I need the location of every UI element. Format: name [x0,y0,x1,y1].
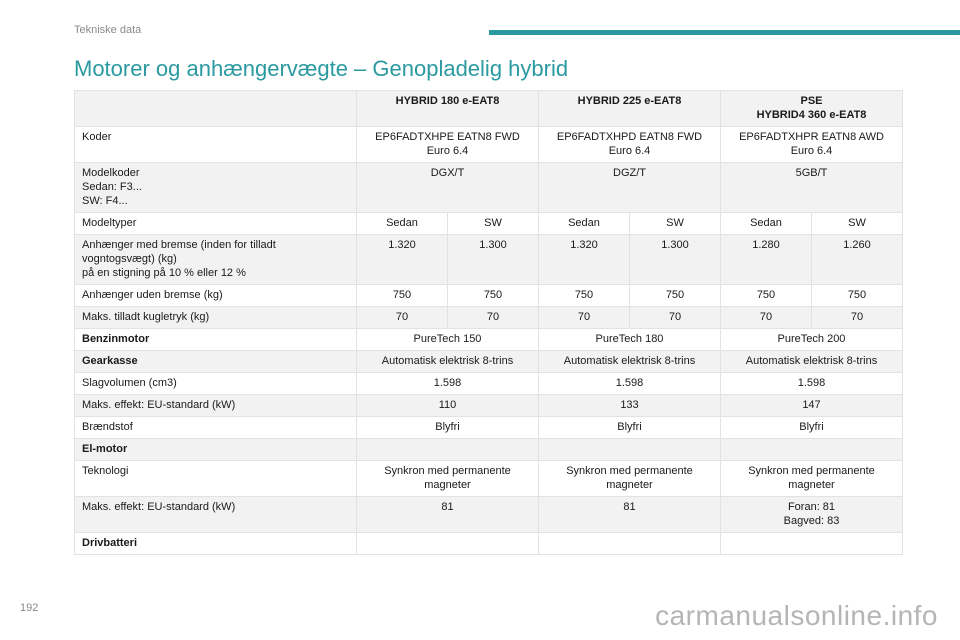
table-cell [721,533,903,555]
table-row-braendstof [75,417,903,439]
table-cell [721,439,903,461]
table-cell: 70 [812,307,903,329]
table-row-kugletryk [75,307,903,329]
header-hybrid-180: HYBRID 180 e-EAT8 [357,91,539,127]
table-cell: PureTech 180 [539,329,721,351]
table-cell: Automatisk elektrisk 8-trins [721,351,903,373]
table-cell [357,533,539,555]
specs-table [74,90,903,555]
table-cell: 1.300 [448,235,539,285]
table-row-anhaenger-uden-bremse [75,285,903,307]
table-cell [357,439,539,461]
table-row-benzinmotor [75,329,903,351]
table-cell: 110 [357,395,539,417]
table-cell: 70 [630,307,721,329]
row-label: Teknologi [75,461,357,497]
row-label: Benzinmotor [75,329,357,351]
table-row-modeltyper [75,213,903,235]
table-row-drivbatteri [75,533,903,555]
table-cell: Blyfri [721,417,903,439]
row-label: Slagvolumen (cm3) [75,373,357,395]
table-cell: EP6FADTXHPR EATN8 AWD Euro 6.4 [721,127,903,163]
watermark: carmanualsonline.info [655,600,938,631]
table-cell: 1.598 [539,373,721,395]
table-cell: Automatisk elektrisk 8-trins [539,351,721,373]
row-label: Maks. effekt: EU-standard (kW) [75,395,357,417]
table-cell: Blyfri [357,417,539,439]
section-header: Tekniske data [74,24,142,36]
table-cell: Sedan [539,213,630,235]
table-cell: Sedan [721,213,812,235]
table-cell: 70 [357,307,448,329]
table-cell: 1.320 [539,235,630,285]
table-row-teknologi [75,461,903,497]
row-label: Brændstof [75,417,357,439]
row-label: Drivbatteri [75,533,357,555]
table-row-maks-effekt [75,395,903,417]
table-cell: 1.320 [357,235,448,285]
table-cell: Synkron med permanente magneter [357,461,539,497]
header-hybrid-225: HYBRID 225 e-EAT8 [539,91,721,127]
table-cell: 1.598 [721,373,903,395]
table-cell: 81 [539,497,721,533]
table-header-row [75,91,903,127]
table-cell: PureTech 200 [721,329,903,351]
table-cell: 750 [448,285,539,307]
table-cell: EP6FADTXHPD EATN8 FWD Euro 6.4 [539,127,721,163]
table-row-anhaenger-med-bremse [75,235,903,285]
table-cell: Blyfri [539,417,721,439]
table-cell: 133 [539,395,721,417]
table-cell: 750 [630,285,721,307]
row-label: Maks. tilladt kugletryk (kg) [75,307,357,329]
row-label: Modelkoder Sedan: F3... SW: F4... [75,163,357,213]
table-cell: Foran: 81 Bagved: 83 [721,497,903,533]
header-pse-hybrid4 [721,91,903,127]
table-cell: 750 [721,285,812,307]
table-row-el-maks-effekt [75,497,903,533]
page-number: 192 [20,602,39,614]
table-cell: DGZ/T [539,163,721,213]
table-cell: SW [812,213,903,235]
row-label: Gearkasse [75,351,357,373]
row-label: El-motor [75,439,357,461]
table-cell: 750 [539,285,630,307]
row-label: Anhænger uden bremse (kg) [75,285,357,307]
table-cell: 70 [539,307,630,329]
table-cell: 1.280 [721,235,812,285]
table-cell: 1.260 [812,235,903,285]
table-cell: 1.598 [357,373,539,395]
header-accent-bar [489,30,960,35]
row-label: Modeltyper [75,213,357,235]
table-cell: Synkron med permanente magneter [721,461,903,497]
table-cell: 5GB/T [721,163,903,213]
table-cell: SW [448,213,539,235]
table-cell: EP6FADTXHPE EATN8 FWD Euro 6.4 [357,127,539,163]
table-cell: 81 [357,497,539,533]
table-cell: Synkron med permanente magneter [539,461,721,497]
table-cell: 147 [721,395,903,417]
table-cell: 70 [721,307,812,329]
row-label: Anhænger med bremse (inden for tilladt vogntogsvægt) (kg) på en stigning på 10 % eller 12 % [75,235,357,285]
table-cell: 1.300 [630,235,721,285]
table-cell [539,439,721,461]
table-cell: SW [630,213,721,235]
table-row-slagvolumen [75,373,903,395]
table-row-modelkoder [75,163,903,213]
table-cell: DGX/T [357,163,539,213]
header-empty-cell [75,91,357,127]
row-label: Koder [75,127,357,163]
table-cell: 750 [357,285,448,307]
table-cell: Automatisk elektrisk 8-trins [357,351,539,373]
table-row-el-motor [75,439,903,461]
table-row-gearkasse [75,351,903,373]
page-title: Motorer og anhængervægte – Genopladelig hybrid [74,56,569,81]
table-row-koder [75,127,903,163]
row-label: Maks. effekt: EU-standard (kW) [75,497,357,533]
table-cell: Sedan [357,213,448,235]
table-cell [539,533,721,555]
header-pse-line2: HYBRID4 360 e-EAT8 [756,109,867,121]
table-cell: 70 [448,307,539,329]
header-pse-line1: PSE [800,95,823,107]
table-cell: PureTech 150 [357,329,539,351]
table-cell: 750 [812,285,903,307]
